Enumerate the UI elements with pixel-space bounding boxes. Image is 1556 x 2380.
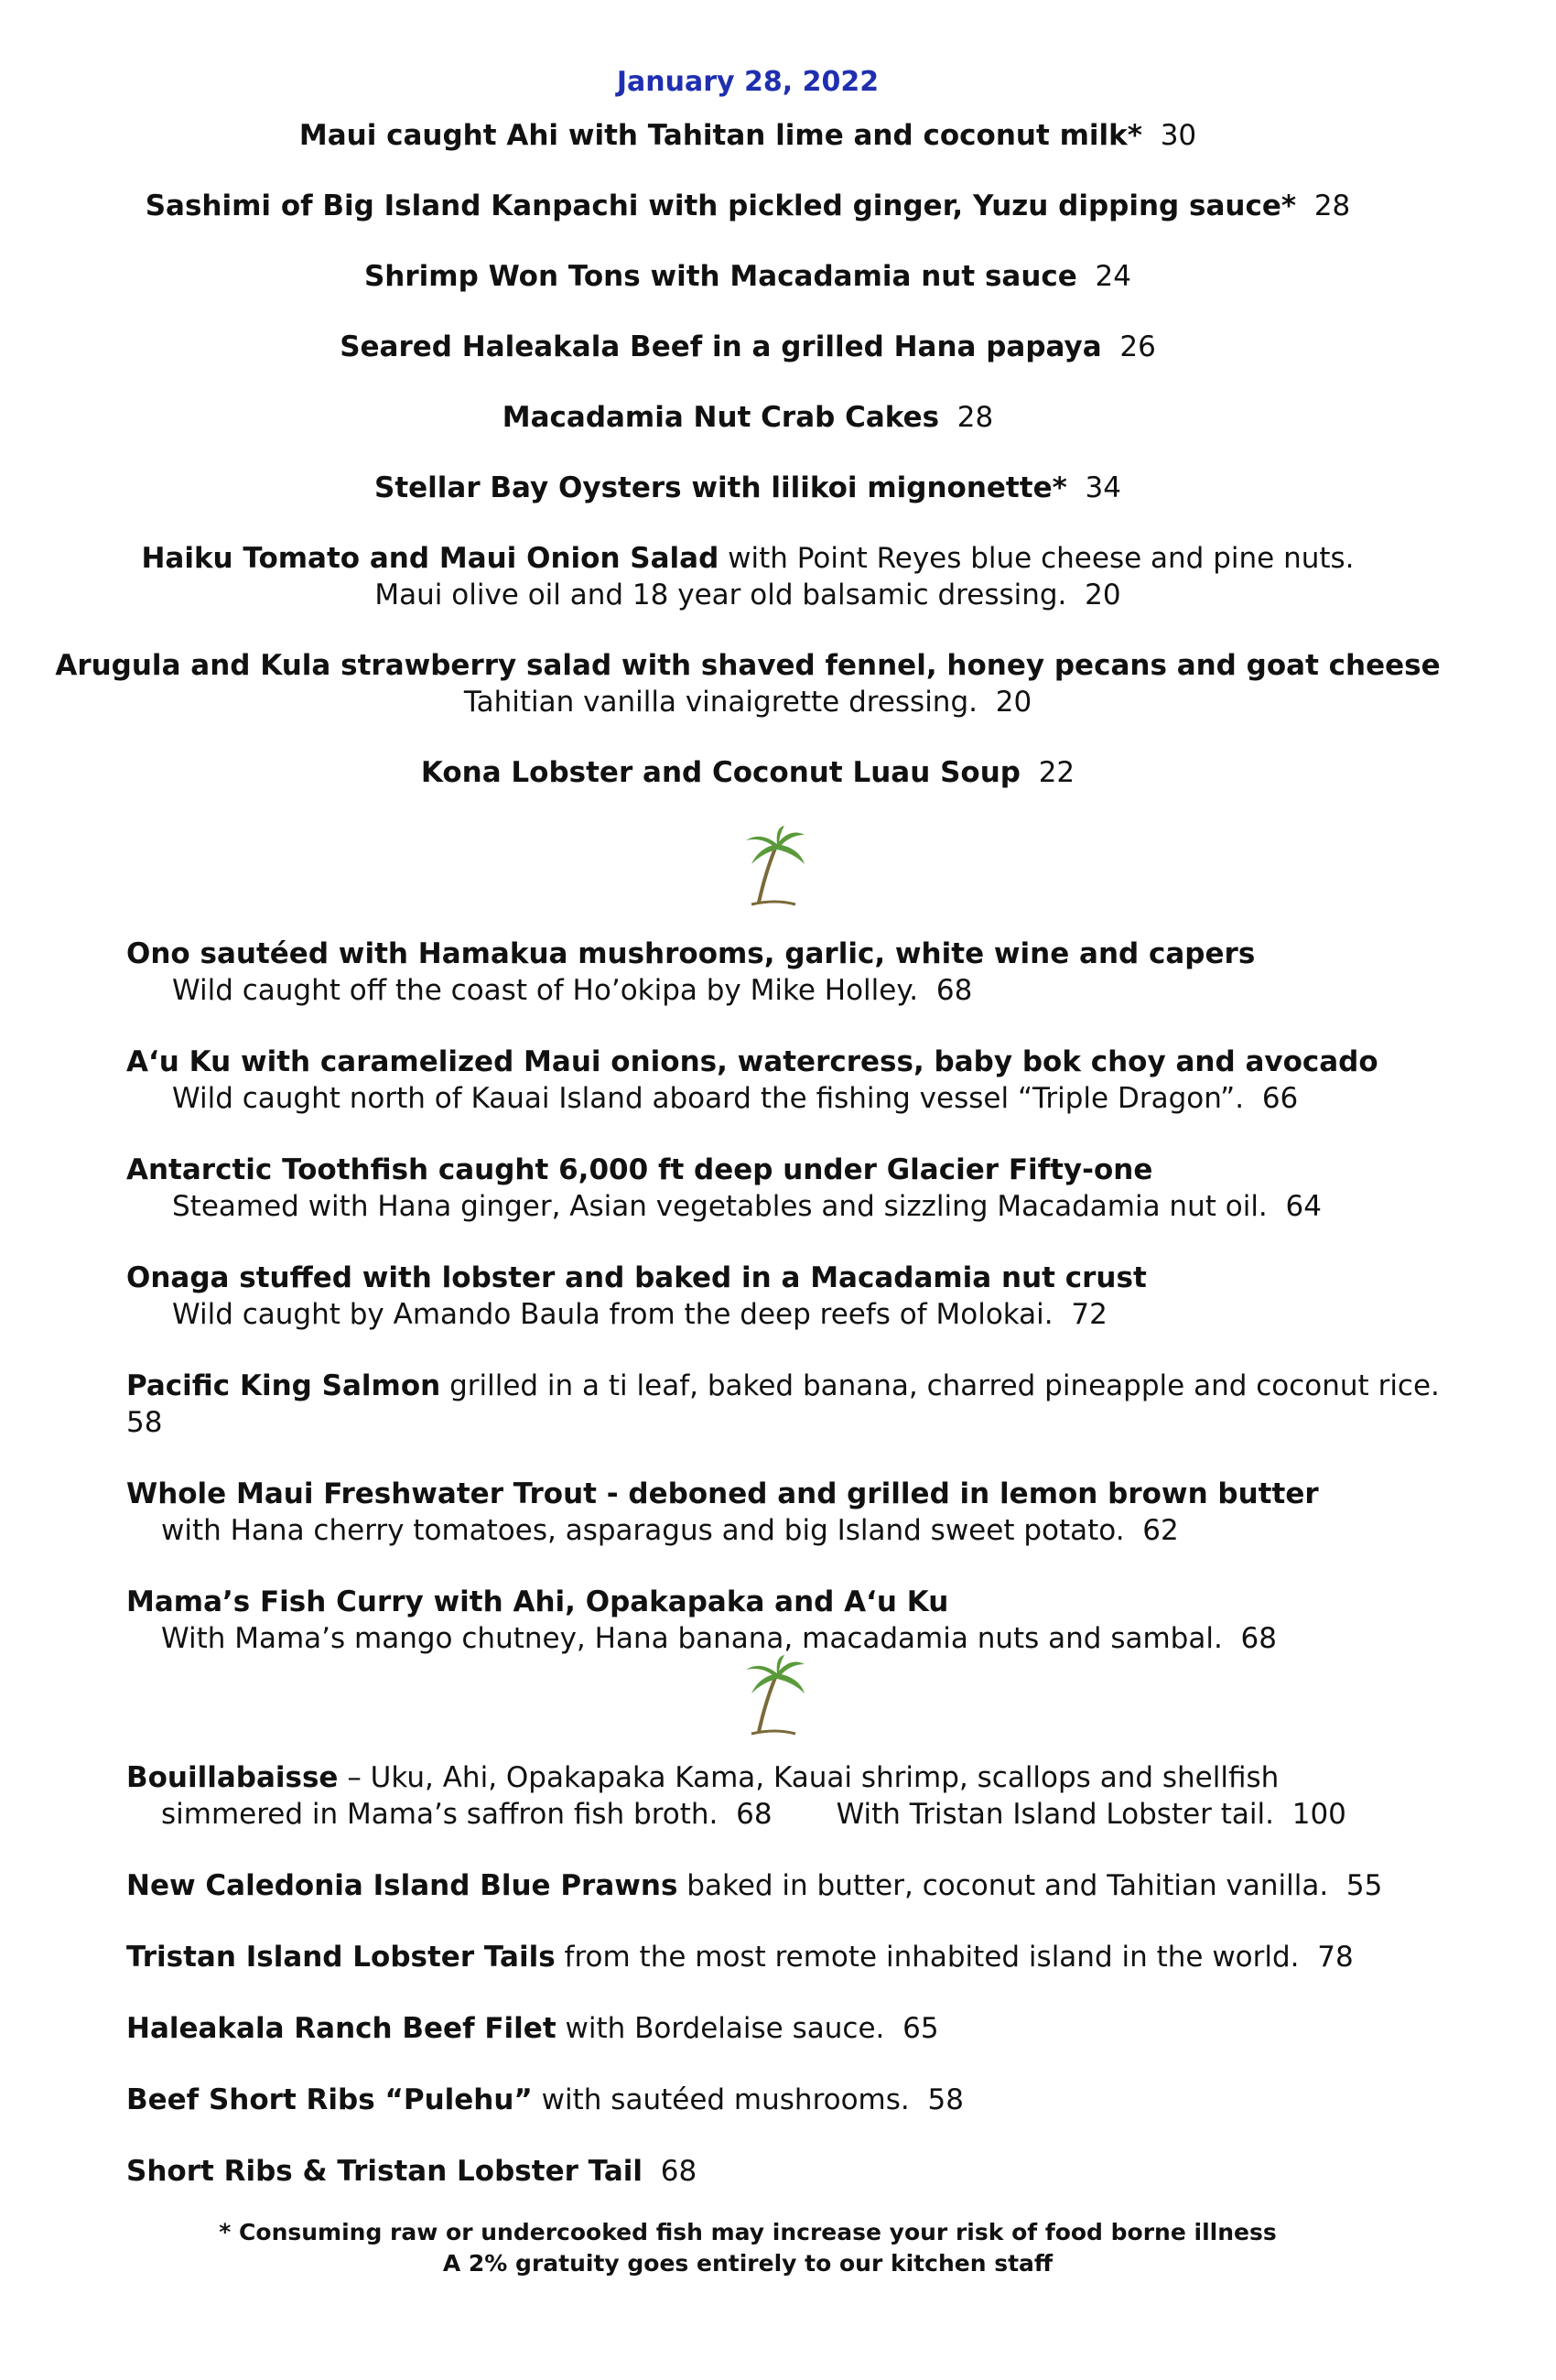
- raw-fish-warning: * Consuming raw or undercooked fish may increase your risk of food borne illness: [219, 2219, 1277, 2245]
- item-description: from the most remote inhabited island in the world.: [564, 1941, 1300, 1974]
- menu-item: [0, 754, 1496, 791]
- item-name: Stellar Bay Oysters with lilikoi mignonette*: [374, 471, 1067, 504]
- item-price: 62: [1142, 1514, 1179, 1547]
- item-detail-text: Wild caught by Amando Baula from the deep reefs of Molokai.: [172, 1298, 1054, 1331]
- item-name: Pacific King Salmon: [126, 1369, 441, 1402]
- item-addon-price: 100: [1291, 1798, 1346, 1831]
- item-description: grilled in a ti leaf, baked banana, charred pineapple and coconut rice.: [449, 1369, 1440, 1402]
- item-price: 34: [1085, 471, 1121, 504]
- item-detail-text: With Mama’s mango chutney, Hana banana, macadamia nuts and sambal.: [161, 1622, 1223, 1655]
- item-name: Onaga stuffed with lobster and baked in a Macadamia nut crust: [126, 1261, 1147, 1294]
- menu-item: [126, 1584, 1481, 1657]
- item-price: 78: [1317, 1941, 1354, 1974]
- menu-item: [126, 2010, 1481, 2047]
- menu-item: [126, 1867, 1481, 1904]
- item-price: 64: [1285, 1190, 1322, 1223]
- menu-item: [0, 188, 1496, 224]
- item-detail: [126, 1296, 1481, 1333]
- fish-section: [126, 936, 1481, 1692]
- menu-item: [0, 470, 1496, 506]
- gratuity-note: A 2% gratuity goes entirely to our kitchen staff: [442, 2250, 1054, 2277]
- item-price: 58: [927, 2083, 964, 2116]
- menu-item: [126, 1044, 1481, 1117]
- item-detail-text: Tahitian vanilla vinaigrette dressing.: [463, 686, 978, 719]
- menu-item: [126, 1759, 1481, 1833]
- item-description: baked in butter, coconut and Tahitian vanilla.: [686, 1869, 1329, 1902]
- item-name: Haiku Tomato and Maui Onion Salad: [141, 542, 719, 575]
- item-name: Maui caught Ahi with Tahitan lime and coconut milk*: [298, 119, 1142, 152]
- menu-item: [0, 258, 1496, 295]
- entree-section: [126, 1759, 1481, 2224]
- menu-item: [0, 647, 1496, 720]
- menu-item: [126, 1368, 1481, 1441]
- item-detail: [126, 1080, 1481, 1117]
- item-price: 72: [1071, 1298, 1108, 1331]
- item-name: Sashimi of Big Island Kanpachi with pickled ginger, Yuzu dipping sauce*: [145, 189, 1297, 222]
- palm-tree-icon: [739, 1653, 808, 1737]
- item-price: 28: [1313, 189, 1351, 222]
- item-description: – Uku, Ahi, Opakapaka Kama, Kauai shrimp, scallops and shellfish: [347, 1761, 1280, 1794]
- item-detail-text: Wild caught off the coast of Ho’okipa by Mike Holley.: [172, 974, 919, 1007]
- item-price: 55: [1345, 1869, 1383, 1902]
- item-detail: [126, 1620, 1481, 1657]
- item-name: Mama’s Fish Curry with Ahi, Opakapaka and A‘u Ku: [126, 1585, 949, 1618]
- item-detail: [126, 1188, 1481, 1225]
- item-name: Short Ribs & Tristan Lobster Tail: [126, 2155, 643, 2188]
- item-price: 58: [126, 1406, 163, 1439]
- menu-footer: [0, 2217, 1496, 2279]
- item-detail-text: simmered in Mama’s saffron fish broth.: [161, 1798, 719, 1831]
- menu-date: January 28, 2022: [616, 66, 880, 98]
- item-price: 30: [1160, 119, 1197, 152]
- item-name: Beef Short Ribs “Pulehu”: [126, 2083, 533, 2116]
- item-detail-text: Steamed with Hana ginger, Asian vegetables and sizzling Macadamia nut oil.: [172, 1190, 1268, 1223]
- item-price: 66: [1261, 1082, 1299, 1115]
- palm-tree-icon: [739, 824, 808, 908]
- menu-item: [126, 1152, 1481, 1225]
- item-name: New Caledonia Island Blue Prawns: [126, 1869, 678, 1902]
- item-detail-text: with Hana cherry tomatoes, asparagus and big Island sweet potato.: [161, 1514, 1125, 1547]
- menu-item: [126, 936, 1481, 1009]
- item-name: Shrimp Won Tons with Macadamia nut sauce: [363, 260, 1077, 293]
- item-detail-text: Maui olive oil and 18 year old balsamic dressing.: [374, 579, 1067, 611]
- item-description: with Point Reyes blue cheese and pine nuts.: [728, 542, 1355, 575]
- item-price: 22: [1038, 756, 1075, 789]
- item-detail: [126, 1796, 1481, 1833]
- appetizer-section: [0, 117, 1496, 825]
- item-name: Bouillabaisse: [126, 1761, 339, 1794]
- item-name: Tristan Island Lobster Tails: [126, 1941, 556, 1974]
- item-price: 24: [1095, 260, 1131, 293]
- item-price: 68: [935, 974, 973, 1007]
- menu-item: [0, 329, 1496, 365]
- item-detail: [0, 577, 1496, 613]
- item-price: 68: [660, 2155, 697, 2188]
- item-name: Antarctic Toothfish caught 6,000 ft deep under Glacier Fifty-one: [126, 1153, 1153, 1186]
- item-addon: With Tristan Island Lobster tail.: [836, 1798, 1275, 1831]
- item-detail: [126, 972, 1481, 1009]
- item-price: 20: [1085, 579, 1121, 611]
- item-price: 26: [1119, 330, 1156, 363]
- item-name: Seared Haleakala Beef in a grilled Hana papaya: [340, 330, 1102, 363]
- item-price: 68: [736, 1798, 773, 1831]
- item-price: 68: [1240, 1622, 1277, 1655]
- menu-item: [0, 540, 1496, 613]
- menu-item: [126, 1260, 1481, 1333]
- item-price: 20: [995, 686, 1032, 719]
- menu-item: [126, 1476, 1481, 1549]
- item-name: Ono sautéed with Hamakua mushrooms, garlic, white wine and capers: [126, 937, 1256, 970]
- item-description: with sautéed mushrooms.: [541, 2083, 910, 2116]
- item-detail: [0, 684, 1496, 720]
- menu-item: [0, 399, 1496, 436]
- menu-item: [126, 1939, 1481, 1975]
- menu-item: [0, 117, 1496, 154]
- menu-item: [126, 2082, 1481, 2118]
- item-detail: [126, 1512, 1481, 1549]
- item-name: Macadamia Nut Crab Cakes: [502, 401, 940, 434]
- item-price: 65: [902, 2012, 939, 2045]
- item-name: A‘u Ku with caramelized Maui onions, watercress, baby bok choy and avocado: [126, 1045, 1378, 1078]
- item-detail-text: Wild caught north of Kauai Island aboard the fishing vessel “Triple Dragon”.: [172, 1082, 1245, 1115]
- item-name: Haleakala Ranch Beef Filet: [126, 2012, 556, 2045]
- item-name: Arugula and Kula strawberry salad with shaved fennel, honey pecans and goat cheese: [55, 649, 1441, 682]
- item-price: 28: [956, 401, 994, 434]
- item-description: with Bordelaise sauce.: [565, 2012, 885, 2045]
- item-name: Whole Maui Freshwater Trout - deboned and grilled in lemon brown butter: [126, 1477, 1319, 1510]
- menu-item: [126, 2153, 1481, 2190]
- item-name: Kona Lobster and Coconut Luau Soup: [420, 756, 1021, 789]
